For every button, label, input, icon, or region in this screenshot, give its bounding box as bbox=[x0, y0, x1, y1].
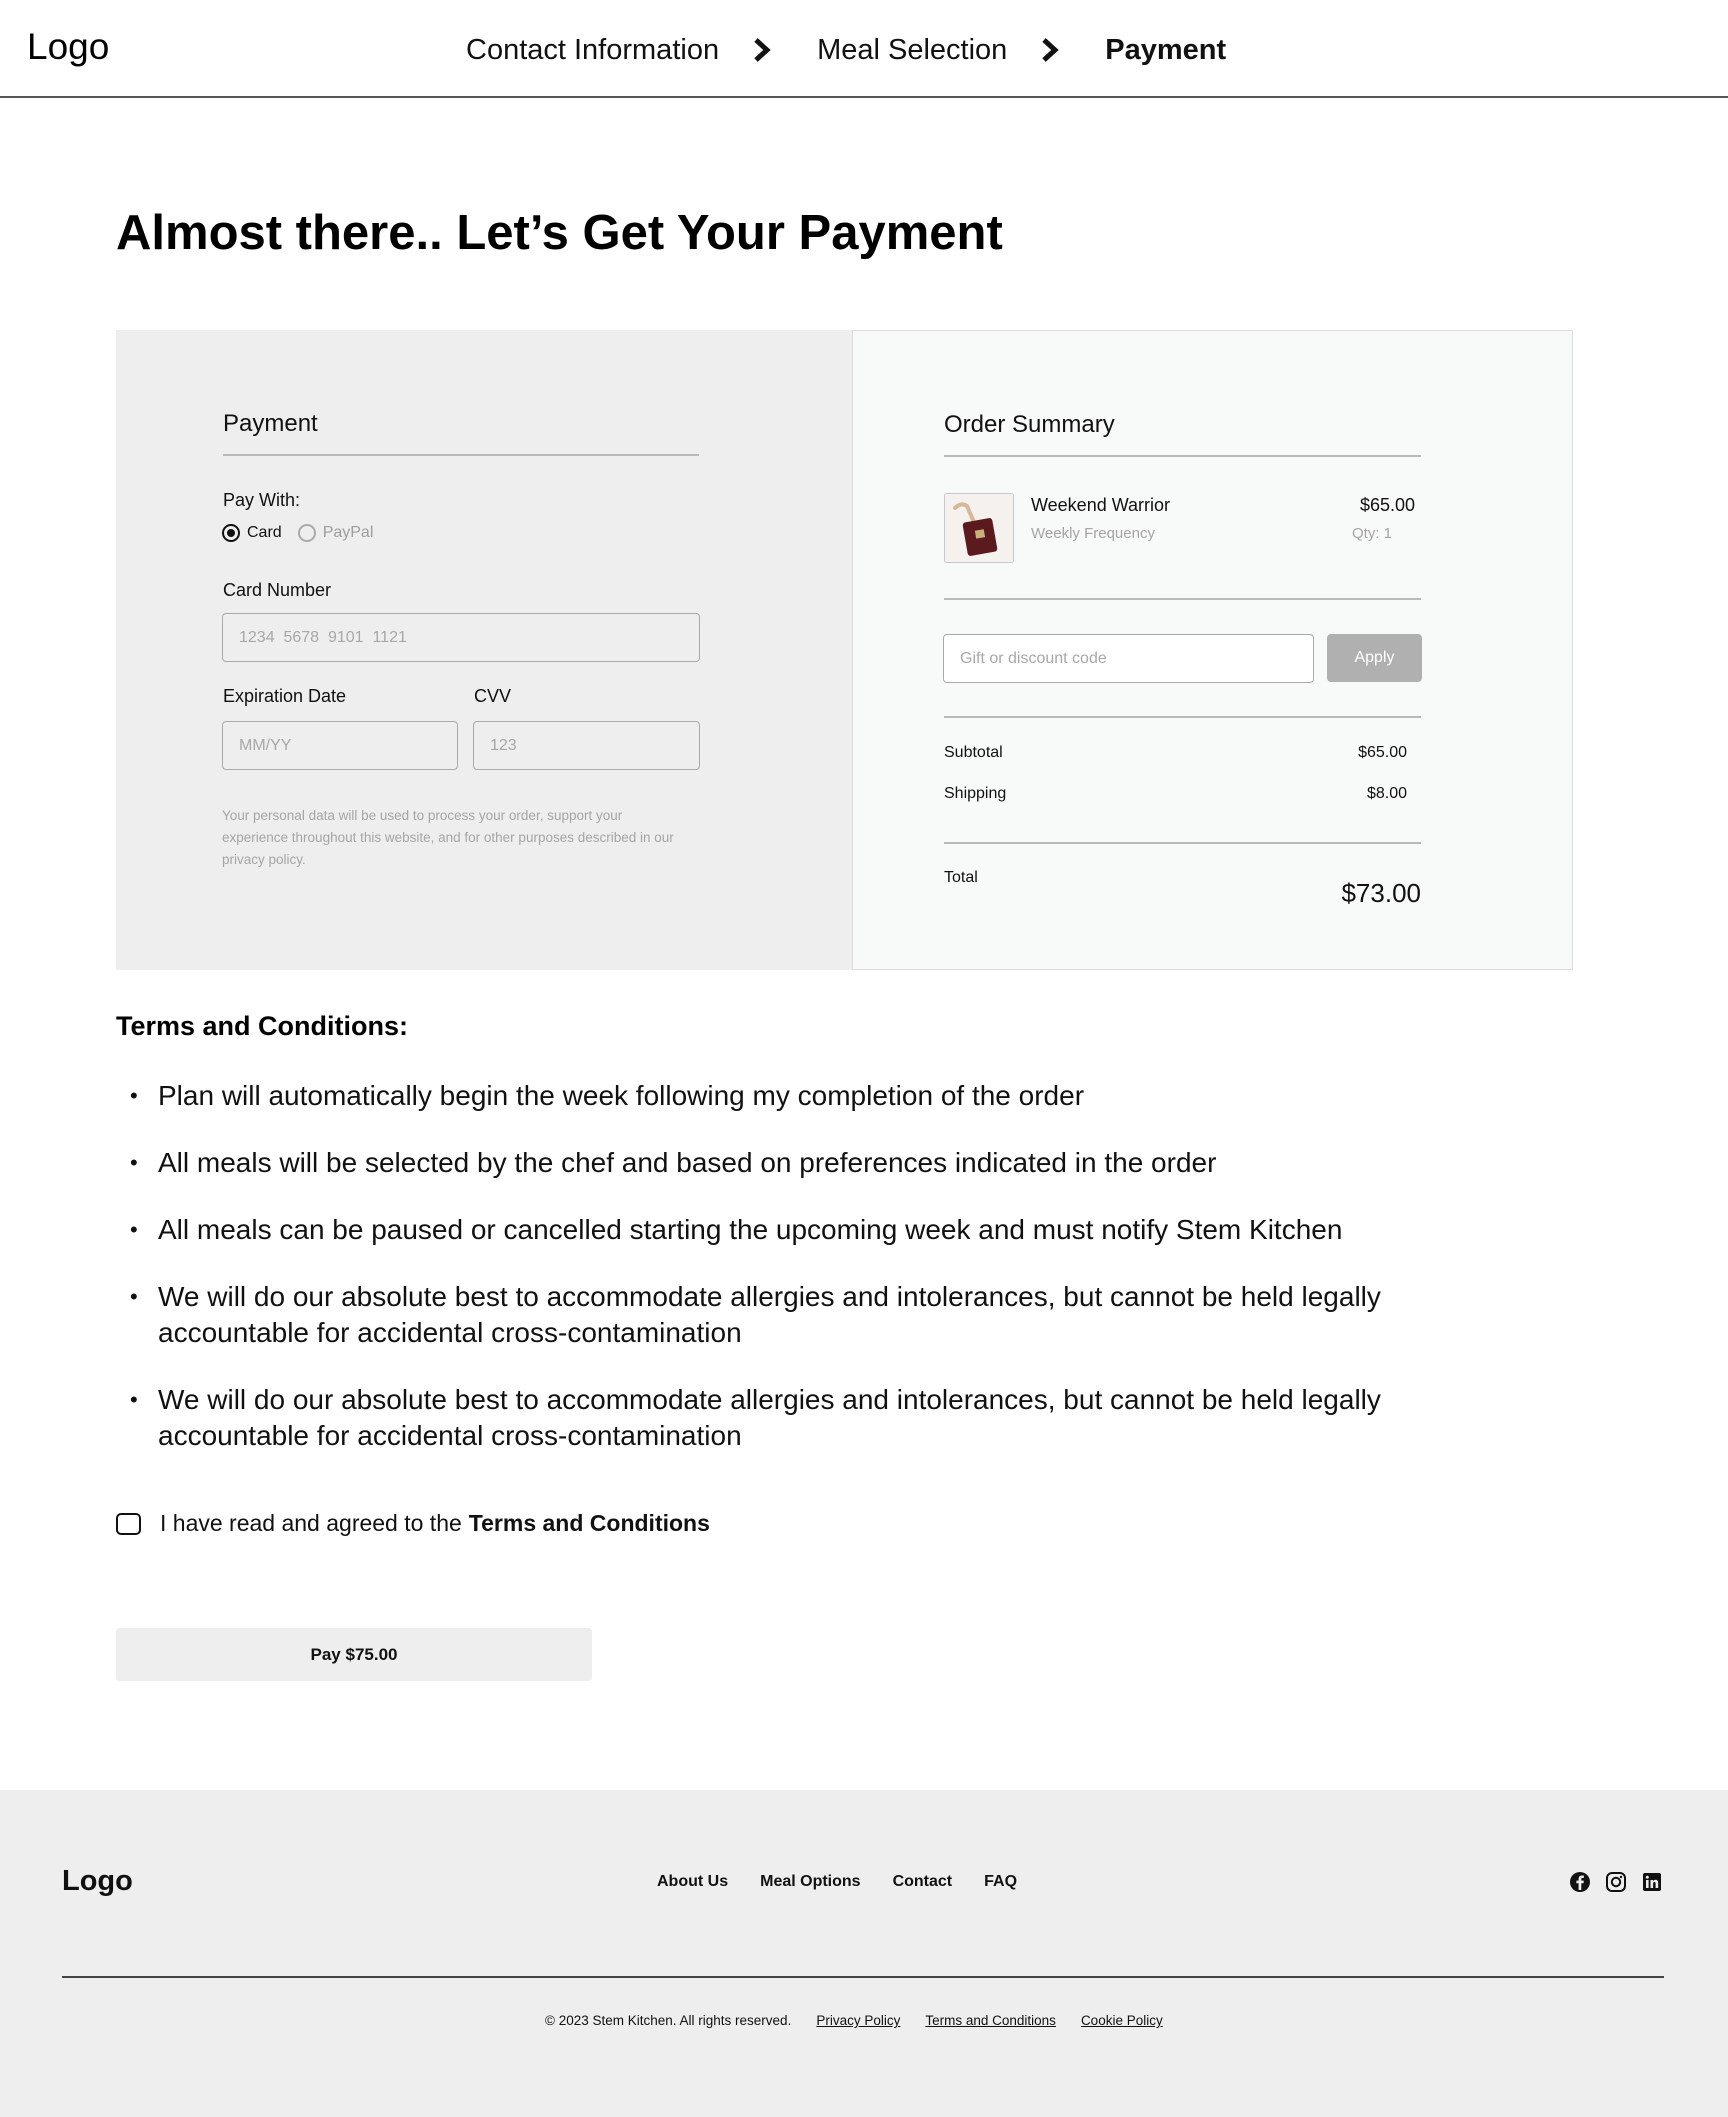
terms-item: • All meals can be paused or cancelled starting the upcoming week and must notify Stem Kitchen bbox=[130, 1212, 1430, 1248]
chevron-right-icon bbox=[1035, 30, 1065, 70]
checkout-steps bbox=[466, 30, 1226, 70]
terms-link[interactable]: Terms and Conditions bbox=[468, 1510, 710, 1536]
payment-panel bbox=[116, 330, 853, 970]
footer-link-about-us[interactable]: About Us bbox=[657, 1873, 729, 1890]
card-number-label: Card Number bbox=[223, 580, 332, 600]
payment-method-options bbox=[222, 524, 389, 542]
divider bbox=[944, 842, 1421, 844]
footer-logo[interactable]: Logo bbox=[62, 1865, 133, 1897]
privacy-notice: Your personal data will be used to process your order, support your experience throughout this website, and for other purposes described in our privacy policy. bbox=[222, 808, 674, 867]
shipping-label: Shipping bbox=[944, 785, 1007, 802]
cvv-input[interactable] bbox=[473, 721, 700, 770]
agree-terms-checkbox[interactable] bbox=[116, 1513, 141, 1535]
card-radio[interactable] bbox=[222, 524, 240, 542]
payment-title: Payment bbox=[223, 410, 318, 437]
divider bbox=[944, 716, 1421, 718]
total-value: $73.00 bbox=[1341, 878, 1421, 908]
terms-item: • We will do our absolute best to accommodate allergies and intolerances, but cannot be held legally accountable for accidental cross-contamination bbox=[130, 1382, 1390, 1454]
total-label: Total bbox=[944, 869, 978, 886]
subtotal-label: Subtotal bbox=[944, 744, 1003, 761]
expiration-date-input[interactable] bbox=[222, 721, 458, 770]
terms-and-conditions-link[interactable]: Terms and Conditions bbox=[925, 2013, 1056, 2028]
footer-link-contact[interactable]: Contact bbox=[892, 1873, 953, 1890]
discount-code-input[interactable] bbox=[943, 634, 1314, 683]
instagram-icon[interactable] bbox=[1605, 1871, 1627, 1893]
pay-button[interactable]: Pay $75.00 bbox=[116, 1628, 592, 1681]
terms-item: • Plan will automatically begin the week following my completion of the order bbox=[130, 1078, 1430, 1114]
apply-discount-button[interactable]: Apply bbox=[1327, 634, 1422, 682]
copyright: © 2023 Stem Kitchen. All rights reserved. bbox=[545, 2013, 792, 2028]
step-contact-information[interactable]: Contact Information bbox=[466, 33, 720, 66]
subtotal-value: $65.00 bbox=[1358, 744, 1407, 761]
divider bbox=[223, 454, 699, 456]
card-radio-label[interactable]: Card bbox=[247, 524, 282, 541]
footer bbox=[0, 1790, 1728, 2117]
agree-terms-row bbox=[116, 1510, 710, 1537]
paypal-radio-label[interactable]: PayPal bbox=[322, 524, 374, 541]
linkedin-icon[interactable] bbox=[1641, 1871, 1663, 1893]
terms-item: • All meals will be selected by the chef and based on preferences indicated in the order bbox=[130, 1145, 1430, 1181]
privacy-policy-link[interactable]: Privacy Policy bbox=[816, 2013, 901, 2028]
facebook-icon[interactable] bbox=[1569, 1871, 1591, 1893]
step-payment[interactable]: Payment bbox=[1105, 33, 1227, 66]
footer-link-faq[interactable]: FAQ bbox=[984, 1873, 1018, 1890]
footer-divider bbox=[62, 1976, 1664, 1978]
cvv-label: CVV bbox=[474, 686, 512, 706]
order-summary-title: Order Summary bbox=[944, 411, 1115, 438]
page-title: Almost there.. Let’s Get Your Payment bbox=[116, 206, 1003, 260]
divider bbox=[944, 455, 1421, 457]
expiration-date-label: Expiration Date bbox=[223, 686, 347, 706]
terms-title: Terms and Conditions: bbox=[116, 1011, 409, 1041]
item-name: Weekend Warrior bbox=[1031, 495, 1171, 515]
order-summary-panel bbox=[852, 330, 1573, 970]
item-frequency: Weekly Frequency bbox=[1031, 525, 1155, 542]
cookie-policy-link[interactable]: Cookie Policy bbox=[1080, 2013, 1163, 2028]
shipping-value: $8.00 bbox=[1366, 785, 1407, 802]
top-header bbox=[0, 0, 1728, 98]
header-logo[interactable]: Logo bbox=[27, 26, 110, 67]
item-quantity: Qty: 1 bbox=[1352, 525, 1393, 542]
terms-list bbox=[130, 1078, 1430, 1485]
divider bbox=[944, 598, 1421, 600]
paypal-radio[interactable] bbox=[298, 524, 316, 542]
footer-nav bbox=[657, 1873, 1017, 1891]
terms-item: • We will do our absolute best to accommodate allergies and intolerances, but cannot be held legally accountable for accidental cross-contamination bbox=[130, 1279, 1390, 1351]
item-price: $65.00 bbox=[1359, 495, 1415, 515]
chevron-right-icon bbox=[747, 30, 777, 70]
pay-with-label: Pay With: bbox=[223, 490, 301, 510]
footer-link-meal-options[interactable]: Meal Options bbox=[760, 1873, 861, 1890]
product-thumbnail bbox=[944, 493, 1014, 563]
card-number-input[interactable] bbox=[222, 613, 700, 662]
footer-bottom bbox=[545, 2013, 1163, 2028]
agree-terms-text: I have read and agreed to the bbox=[160, 1510, 462, 1536]
step-meal-selection[interactable]: Meal Selection bbox=[817, 33, 1008, 66]
